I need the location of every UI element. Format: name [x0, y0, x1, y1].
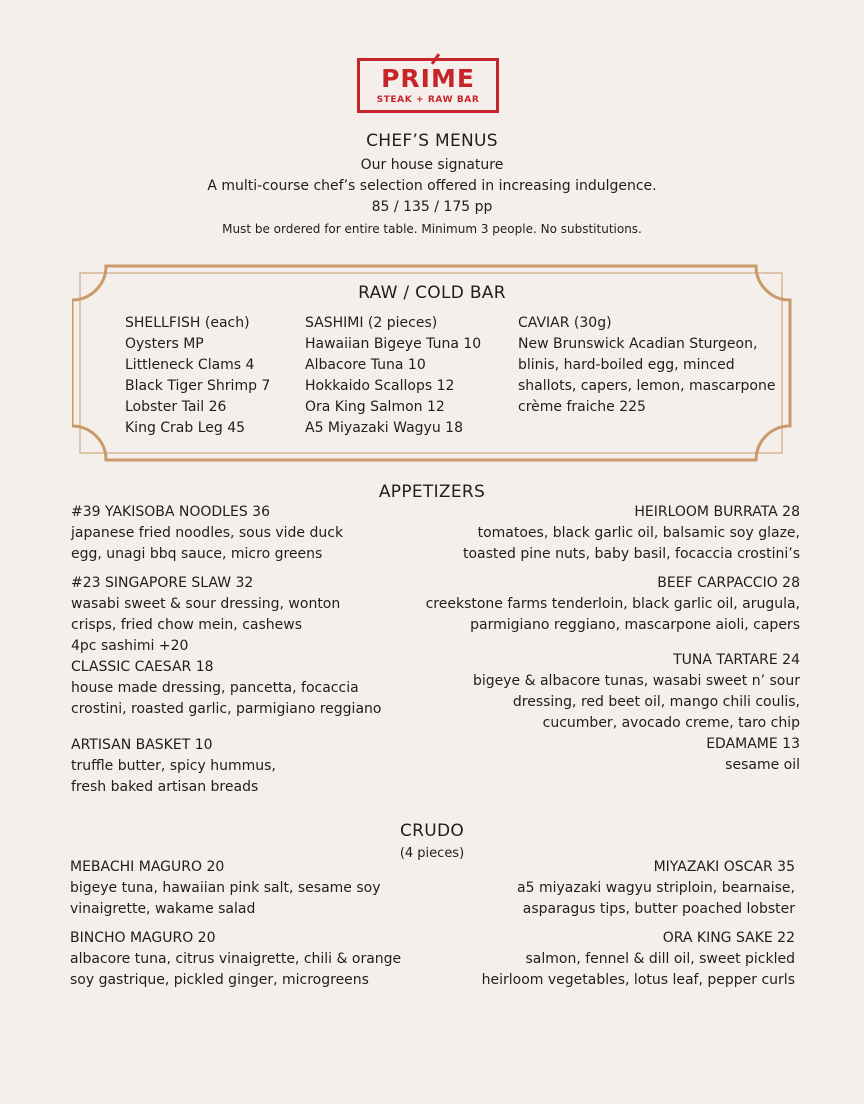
dish-description: egg, unagi bbq sauce, micro greens	[71, 546, 323, 562]
list-item: Lobster Tail 26	[125, 399, 227, 415]
dish-description: salmon, fennel & dill oil, sweet pickled	[525, 951, 795, 967]
dish-name: TUNA TARTARE 24	[673, 652, 800, 668]
dish-description: heirloom vegetables, lotus leaf, pepper curls	[481, 972, 795, 988]
list-item: blinis, hard-boiled egg, minced	[518, 357, 735, 373]
dish-description: wasabi sweet & sour dressing, wonton	[71, 596, 341, 612]
chefs-menus-note: Must be ordered for entire table. Minimum 3 people. No substitutions.	[222, 222, 642, 236]
dish-name: CLASSIC CAESAR 18	[71, 659, 214, 675]
dish-name: #39 YAKISOBA NOODLES 36	[71, 504, 270, 520]
list-item: Albacore Tuna 10	[305, 357, 426, 373]
sashimi-list	[305, 313, 481, 439]
dish-description: creekstone farms tenderloin, black garlic oil, arugula,	[425, 596, 800, 612]
dish-description: toasted pine nuts, baby basil, focaccia crostini’s	[462, 546, 800, 562]
list-item: Ora King Salmon 12	[305, 399, 445, 415]
dish-description: house made dressing, pancetta, focaccia	[71, 680, 359, 696]
list-item: New Brunswick Acadian Sturgeon,	[518, 336, 758, 352]
dish-description: a5 miyazaki wagyu striploin, bearnaise,	[517, 880, 795, 896]
list-item: Oysters MP	[125, 336, 204, 352]
list-item: Littleneck Clams 4	[125, 357, 255, 373]
dish-description: vinaigrette, wakame salad	[70, 901, 256, 917]
chefs-menus-prices: 85 / 135 / 175 pp	[371, 199, 493, 215]
list-item: Black Tiger Shrimp 7	[125, 378, 271, 394]
menu-item	[426, 573, 800, 636]
menu-item	[482, 928, 795, 991]
list-item: Hawaiian Bigeye Tuna 10	[305, 336, 482, 352]
dish-name: MEBACHI MAGURO 20	[70, 859, 225, 875]
crudo-subtitle: (4 pieces)	[399, 846, 465, 861]
chefs-menus-description: A multi-course chef’s selection offered in increasing indulgence.	[207, 178, 657, 194]
dish-description: albacore tuna, citrus vinaigrette, chili & orange	[70, 951, 402, 967]
dish-description: truffle butter, spicy hummus,	[71, 758, 276, 774]
dish-name: BEEF CARPACCIO 28	[657, 575, 800, 591]
menu-item	[517, 857, 795, 920]
list-item: shallots, capers, lemon, mascarpone	[518, 378, 776, 394]
dish-name: ARTISAN BASKET 10	[71, 737, 213, 753]
dish-description: dressing, red beet oil, mango chili coulis,	[512, 694, 800, 710]
crudo-title: CRUDO	[399, 821, 465, 841]
chefs-menus-subtitle: Our house signature	[360, 157, 504, 173]
caviar-heading: CAVIAR (30g)	[518, 315, 612, 331]
chefs-menus-title: CHEF’S MENUS	[366, 131, 498, 151]
dish-description: parmigiano reggiano, mascarpone aioli, capers	[470, 617, 800, 633]
dish-name: ORA KING SAKE 22	[662, 930, 795, 946]
menu-item	[473, 650, 800, 776]
appetizers-title: APPETIZERS	[378, 482, 486, 502]
list-item: King Crab Leg 45	[125, 420, 246, 436]
dish-description: tomatoes, black garlic oil, balsamic soy glaze,	[477, 525, 800, 541]
dish-name: HEIRLOOM BURRATA 28	[634, 504, 800, 520]
dish-description: soy gastrique, pickled ginger, microgreens	[70, 972, 369, 988]
dish-description: sesame oil	[725, 757, 800, 773]
dish-description: crostini, roasted garlic, parmigiano reggiano	[71, 701, 382, 717]
dish-name: #23 SINGAPORE SLAW 32	[71, 575, 254, 591]
menu-item	[463, 502, 800, 565]
menu-item	[71, 573, 381, 720]
dish-description: fresh baked artisan breads	[71, 779, 259, 795]
menu-item	[71, 502, 343, 565]
raw-bar-title: RAW / COLD BAR	[358, 283, 506, 303]
dish-description: crisps, fried chow mein, cashews	[71, 617, 302, 633]
dish-name: EDAMAME 13	[706, 736, 800, 752]
dish-description: japanese fried noodles, sous vide duck	[71, 525, 344, 541]
logo-tagline: STEAK + RAW BAR	[376, 95, 480, 105]
dish-name: BINCHO MAGURO 20	[70, 930, 216, 946]
list-item: crème fraiche 225	[518, 399, 646, 415]
dish-description: bigeye tuna, hawaiian pink salt, sesame soy	[70, 880, 381, 896]
list-item: A5 Miyazaki Wagyu 18	[305, 420, 463, 436]
menu-item	[70, 857, 381, 920]
list-item: Hokkaido Scallops 12	[305, 378, 455, 394]
shellfish-list	[125, 313, 270, 439]
logo-name: PRIME	[381, 64, 475, 93]
dish-addon: 4pc sashimi +20	[71, 638, 189, 654]
menu-item	[71, 735, 276, 798]
brand-logo	[357, 58, 499, 113]
dish-name: MIYAZAKI OSCAR 35	[653, 859, 795, 875]
sashimi-heading: SASHIMI (2 pieces)	[305, 315, 438, 331]
dish-description: asparagus tips, butter poached lobster	[522, 901, 795, 917]
shellfish-heading: SHELLFISH (each)	[125, 315, 250, 331]
caviar-list	[518, 313, 775, 418]
menu-item	[70, 928, 401, 991]
dish-description: cucumber, avocado creme, taro chip	[542, 715, 800, 731]
dish-description: bigeye & albacore tunas, wasabi sweet n’ sour	[472, 673, 800, 689]
